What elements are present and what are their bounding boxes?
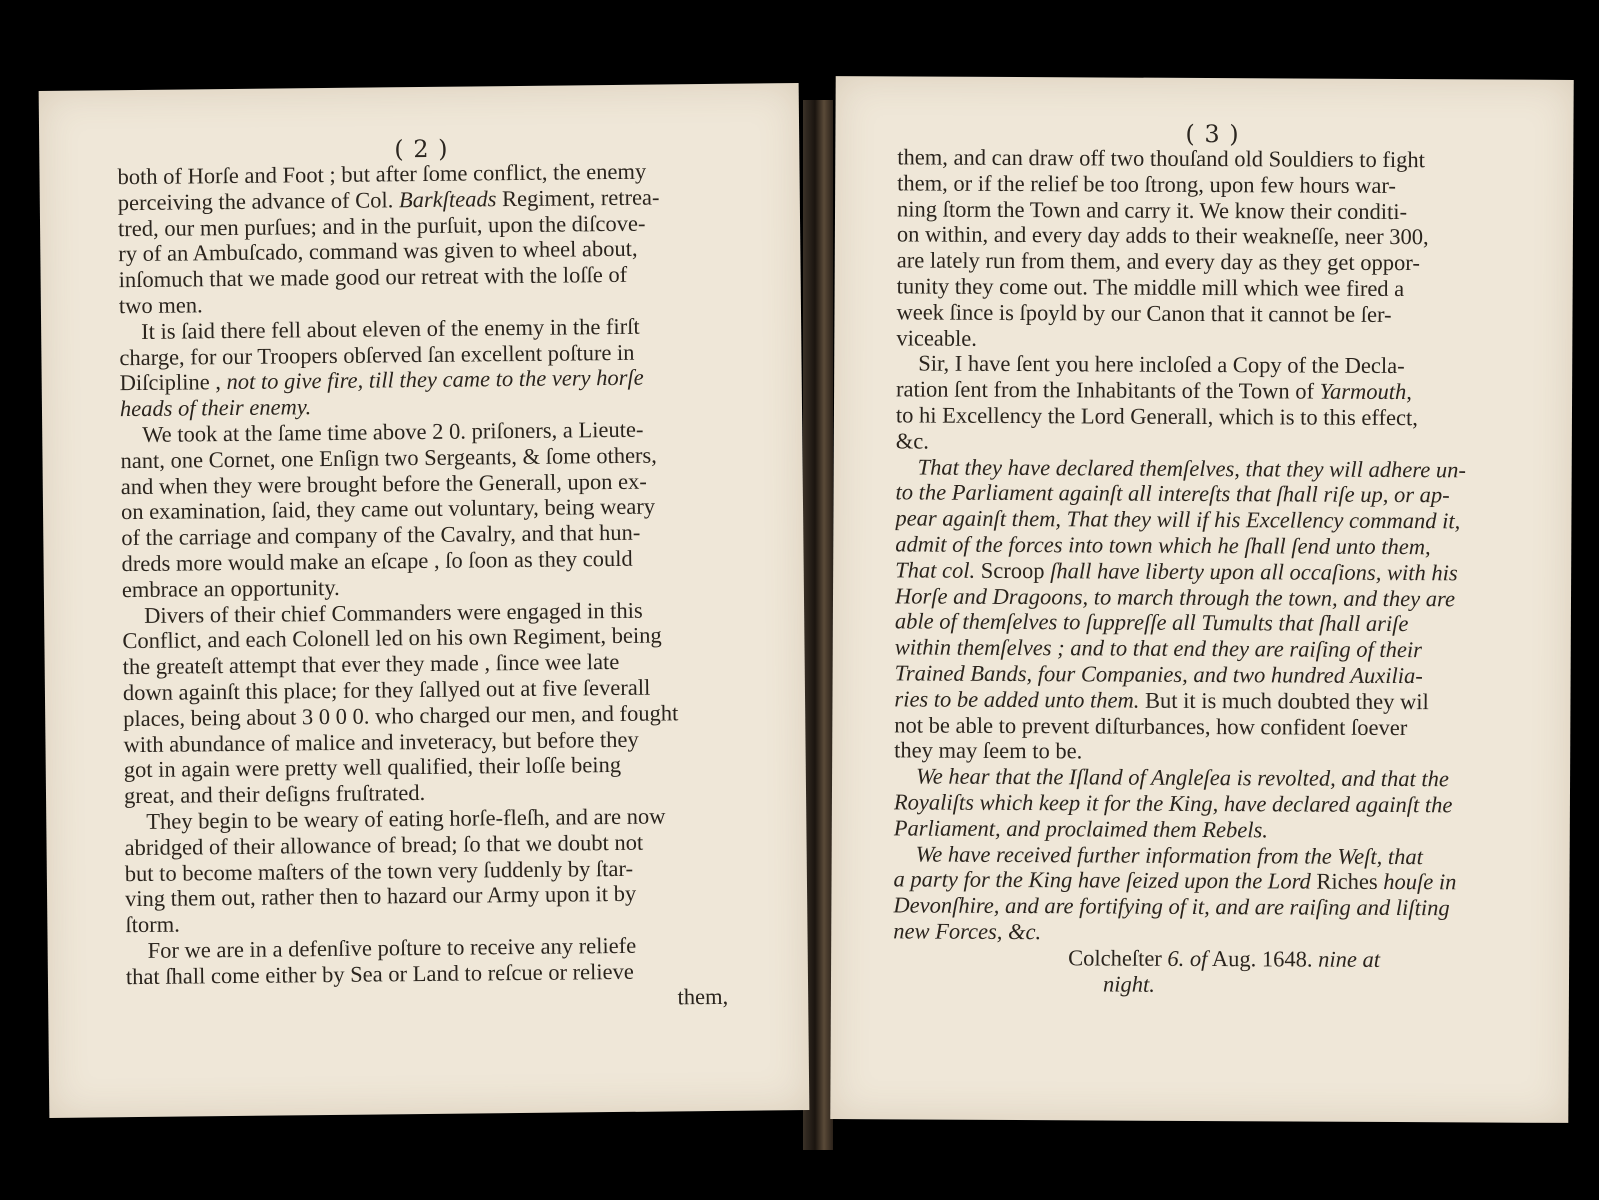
line-text: new Forces, &c. xyxy=(893,918,1042,945)
line-text: nant, one Cornet, one Enſign two Sergeants, & ſome others, xyxy=(120,442,657,473)
text-line xyxy=(893,970,1498,999)
line-text: That they have declared themſelves, that they will adhere un- xyxy=(917,454,1466,482)
line-text: viceable. xyxy=(896,324,978,351)
line-text: tunity they come out. The middle mill which wee fired a xyxy=(896,273,1405,302)
text-line xyxy=(895,660,1500,689)
line-italic-segment: Yarmouth, xyxy=(1319,378,1413,405)
line-text: ning ſtorm the Town and carry it. We know their conditi- xyxy=(896,195,1408,224)
text-line xyxy=(896,299,1501,328)
line-text: but to become maſters of the town very ſuddenly by ſtar- xyxy=(124,855,634,886)
text-line xyxy=(897,196,1502,225)
line-roman-segment: But it is much doubted they wil xyxy=(1145,687,1429,714)
line-text: great, and their deſigns fruſtrated. xyxy=(123,780,426,809)
line-text: embrace an opportunity. xyxy=(121,574,340,602)
text-line xyxy=(894,738,1499,767)
line-text: Diſcipline , xyxy=(119,369,227,396)
text-line xyxy=(896,377,1501,406)
line-text: down againſt this place; for they ſallyed out at five ſeverall xyxy=(122,674,651,706)
line-text: on within, and every day adds to their weakneſſe, neer 300, xyxy=(896,221,1429,250)
line-rest-segment: Regiment, retrea- xyxy=(496,184,660,212)
line-text: and when they were brought before the Generall, upon ex- xyxy=(120,468,647,499)
text-line xyxy=(894,789,1499,818)
line-text: to the Parliament againſt all intereſts that ſhall riſe up, or ap- xyxy=(895,479,1450,508)
text-line xyxy=(896,325,1501,354)
text-line xyxy=(894,712,1499,741)
line-text: ration ſent from the Inhabitants of the Town of xyxy=(896,376,1320,404)
line-text: heads of their enemy. xyxy=(119,394,312,422)
line-text: week ſince is ſpoyld by our Canon that it cannot be ſer- xyxy=(896,299,1392,327)
text-line xyxy=(896,454,1501,483)
text-line xyxy=(896,351,1501,380)
line-text: ries to be added unto them. xyxy=(894,686,1146,713)
line-italic-end: nine at xyxy=(1318,946,1381,972)
text-line xyxy=(895,609,1500,638)
line-text: places, being about 3 0 0 0. who charged our men, and fought xyxy=(123,700,679,731)
left-page xyxy=(39,83,810,1118)
text-line xyxy=(897,273,1502,302)
text-line xyxy=(894,815,1499,844)
text-line xyxy=(896,428,1501,457)
text-line xyxy=(895,583,1500,612)
text-line xyxy=(893,944,1498,973)
line-text: That col. xyxy=(895,557,981,583)
line-text: both of Horſe and Foot ; but after ſome conflict, the enemy xyxy=(117,158,647,190)
line-text: the greateſt attempt that ever they made , ſince wee late xyxy=(122,649,620,680)
text-line xyxy=(897,222,1502,251)
line-text: We hear that the Iſland of Angleſea is revolted, and that the xyxy=(916,763,1449,792)
line-text: not be able to prevent diſturbances, how confident ſoever xyxy=(894,711,1408,740)
line-text: For we are in a defenſive poſture to receive any reliefe xyxy=(147,932,637,963)
line-text: Royaliſts which keep it for the King, have declared againſt the xyxy=(893,789,1453,818)
line-text: Conflict, and each Colonell led on his own Regiment, being xyxy=(122,622,662,654)
line-text: ving them out, rather then to hazard our Army upon it by xyxy=(124,881,637,912)
line-text: of the carriage and company of the Cavalry, and that hun- xyxy=(121,519,641,551)
line-text: are lately run from them, and every day as they get oppor- xyxy=(896,247,1420,276)
line-text: Parliament, and proclaimed them Rebels. xyxy=(893,815,1268,843)
line-roman-segment: Scroop xyxy=(980,557,1045,583)
text-line xyxy=(893,918,1498,947)
text-line xyxy=(895,480,1500,509)
line-text: We took at the ſame time above 2 0. priſoners, a Lieute- xyxy=(142,416,644,447)
text-line xyxy=(895,557,1500,586)
line-text: them, and can draw off two thouſand old Souldiers to fight xyxy=(897,144,1425,173)
line-text: them, or if the relief be too ſtrong, upon few hours war- xyxy=(897,170,1397,198)
line-rest-segment: houſe in xyxy=(1377,869,1457,895)
line-text: &c. xyxy=(895,428,930,454)
line-text: inſomuch that we made good our retreat with the loſſe of xyxy=(118,262,628,293)
line-text: tred, our men purſues; and in the purſuit, upon the diſcove- xyxy=(117,210,646,241)
line-text: abridged of their allowance of bread; ſo that we doubt not xyxy=(124,829,644,860)
line-italic-segment: Barkſteads xyxy=(398,186,497,213)
line-text: perceiving the advance of Col. xyxy=(117,187,400,215)
line-text: Horſe and Dragoons, to march through the town, and they are xyxy=(894,582,1456,611)
line-text: Colcheſter xyxy=(1068,945,1168,971)
left-page-text xyxy=(117,158,736,1016)
line-text: a party for the King have ſeized upon the Lord xyxy=(893,866,1317,894)
line-text: Trained Bands, four Companies, and two hundred Auxilia- xyxy=(894,660,1423,689)
line-text: dreds more would make an eſcape , ſo ſoon as they could xyxy=(121,545,633,577)
line-roman-segment: Riches xyxy=(1316,868,1378,895)
line-text: pear againſt them, That they will if his Excellency command it, xyxy=(895,505,1461,534)
right-page-text xyxy=(893,144,1502,998)
text-line xyxy=(897,248,1502,277)
line-text: on examination, ſaid, they came out voluntary, being weary xyxy=(120,493,656,525)
line-text: charge, for our Troopers obſerved ſan excellent poſture in xyxy=(119,339,635,370)
line-text: with abundance of malice and inveteracy, but before they xyxy=(123,726,639,757)
text-line xyxy=(894,764,1499,793)
text-line xyxy=(894,686,1499,715)
text-line xyxy=(895,531,1500,560)
line-text: admit of the forces into town which he ſhall ſend unto them, xyxy=(895,531,1431,560)
line-text: that ſhall come either by Sea or Land to reſcue or relieve xyxy=(125,958,634,989)
line-text: them, xyxy=(677,983,729,1009)
line-text: It is ſaid there fell about eleven of the enemy in the firſt xyxy=(141,313,640,344)
line-rest-segment: Aug. 1648. xyxy=(1207,945,1319,972)
line-text: able of themſelves to ſuppreſſe all Tumults that ſhall ariſe xyxy=(894,608,1409,637)
line-text: Sir, I have ſent you here incloſed a Copy of the Decla- xyxy=(918,350,1405,379)
line-text: Divers of their chief Commanders were engaged in this xyxy=(144,597,643,628)
line-text: to hi Excellency the Lord Generall, which is to this effect, xyxy=(895,402,1418,431)
line-text: within themſelves ; and to that end they are raiſing of their xyxy=(894,634,1423,663)
line-text: night. xyxy=(1102,970,1155,997)
right-page xyxy=(830,76,1573,1123)
page-number: ( 2 ) xyxy=(394,134,449,164)
text-line xyxy=(894,841,1499,870)
text-line xyxy=(896,402,1501,431)
text-line xyxy=(895,635,1500,664)
text-line xyxy=(897,144,1502,173)
line-text: got in again were pretty well qualified, their loſſe being xyxy=(123,752,622,783)
line-text: They begin to be weary of eating horſe-fleſh, and are now xyxy=(146,803,666,834)
line-text: ſtorm. xyxy=(125,911,180,938)
line-text: they may ſeem to be. xyxy=(894,737,1083,764)
line-italic-segment: 6. of xyxy=(1167,945,1208,971)
text-line xyxy=(893,867,1498,896)
text-line xyxy=(895,506,1500,535)
page-number: ( 3 ) xyxy=(1185,119,1240,149)
line-text: two men. xyxy=(118,292,203,319)
text-line xyxy=(893,892,1498,921)
line-text: Devonſhire, and are fortifying of it, and are raiſing and liſting xyxy=(893,892,1450,921)
text-line xyxy=(897,170,1502,199)
line-italic-segment: not to give fire, till they came to the very horſe xyxy=(226,365,644,395)
line-rest-segment: ſhall have liberty upon all occaſions, with his xyxy=(1044,557,1458,586)
line-text: We have received further information from the Weſt, that xyxy=(915,841,1423,869)
line-text: ry of an Ambuſcado, command was given to wheel about, xyxy=(118,236,638,267)
